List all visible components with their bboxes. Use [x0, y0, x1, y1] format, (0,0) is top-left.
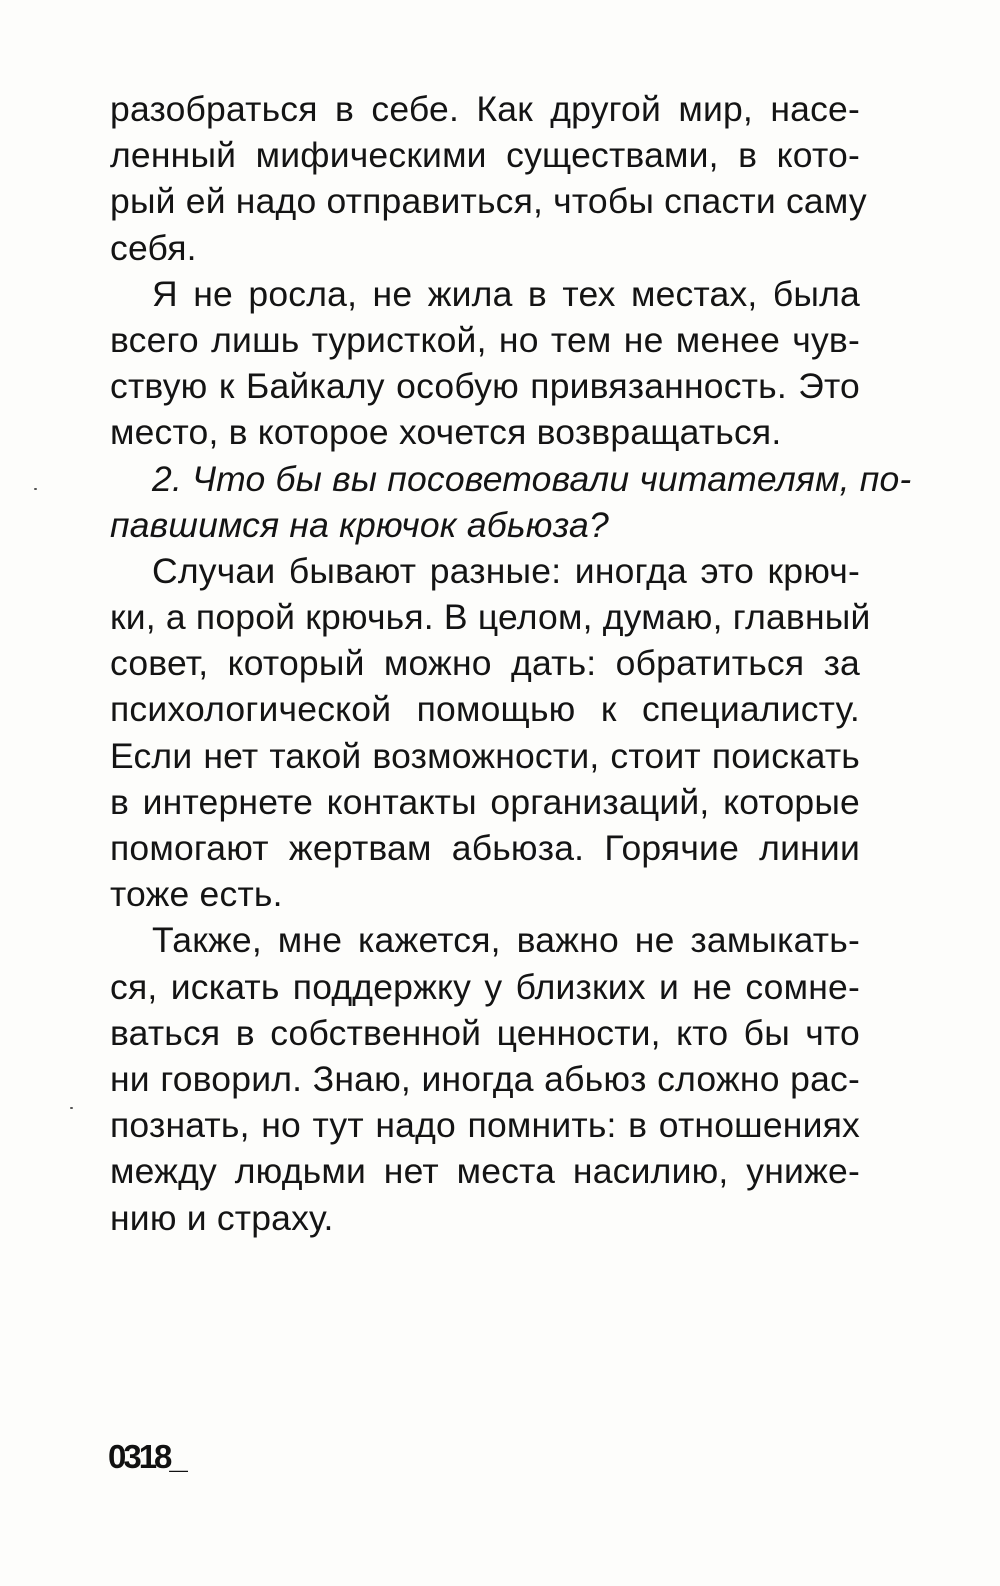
- text-line: помогают жертвам абьюза. Горячие линии: [110, 828, 860, 868]
- paragraph-baikal: [110, 271, 860, 456]
- text-line: рый ей надо отправиться, чтобы спасти саму: [110, 181, 867, 222]
- text-line: ни говорил. Знаю, иногда абьюз сложно рас-: [110, 1058, 860, 1099]
- text-line: ленный мифическими существами, в кото-: [110, 135, 860, 176]
- scan-speck: [34, 488, 37, 490]
- text-line: в интернете контакты организаций, которые: [110, 781, 860, 822]
- answer-paragraph-2: [110, 917, 860, 1240]
- scan-speck: [70, 1107, 73, 1109]
- answer-paragraph-1: [110, 548, 871, 918]
- text-line: ваться в собственной ценности, кто бы что: [110, 1012, 860, 1053]
- text-line: Случаи бывают разные: иногда это крюч-: [152, 550, 860, 591]
- page-number: 0318_: [108, 1438, 185, 1475]
- interview-question: [110, 456, 912, 548]
- text-line: разобраться в себе. Как другой мир, насе-: [110, 89, 860, 129]
- page-body: [110, 86, 912, 1241]
- text-line: нию и страху.: [110, 1197, 334, 1238]
- question-line: 2. Что бы вы посоветовали читателям, по-: [152, 458, 912, 499]
- text-line: Я не росла, не жила в тех местах, была: [152, 273, 860, 314]
- text-line: ся, искать поддержку у близких и не сомне-: [110, 966, 860, 1007]
- text-line: психологической помощью к специалисту.: [110, 689, 860, 730]
- text-line: всего лишь туристкой, но тем не менее чув-: [110, 319, 860, 360]
- text-line: ствую к Байкалу особую привязанность. Это: [110, 366, 860, 407]
- text-line: тоже есть.: [110, 874, 283, 915]
- text-line: место, в которое хочется возвращаться.: [110, 412, 782, 453]
- text-line: ки, а порой крючья. В целом, думаю, главный: [110, 597, 871, 638]
- question-line: павшимся на крючок абьюза?: [110, 504, 609, 545]
- text-line: себя.: [110, 227, 197, 268]
- text-line: Если нет такой возможности, стоит поискать: [110, 735, 860, 776]
- text-line: Также, мне кажется, важно не замыкать-: [152, 920, 860, 961]
- paragraph-continuation: [110, 86, 867, 271]
- text-line: познать, но тут надо помнить: в отношениях: [110, 1105, 860, 1146]
- text-line: между людьми нет места насилию, униже-: [110, 1151, 860, 1192]
- text-line: совет, который можно дать: обратиться за: [110, 643, 860, 684]
